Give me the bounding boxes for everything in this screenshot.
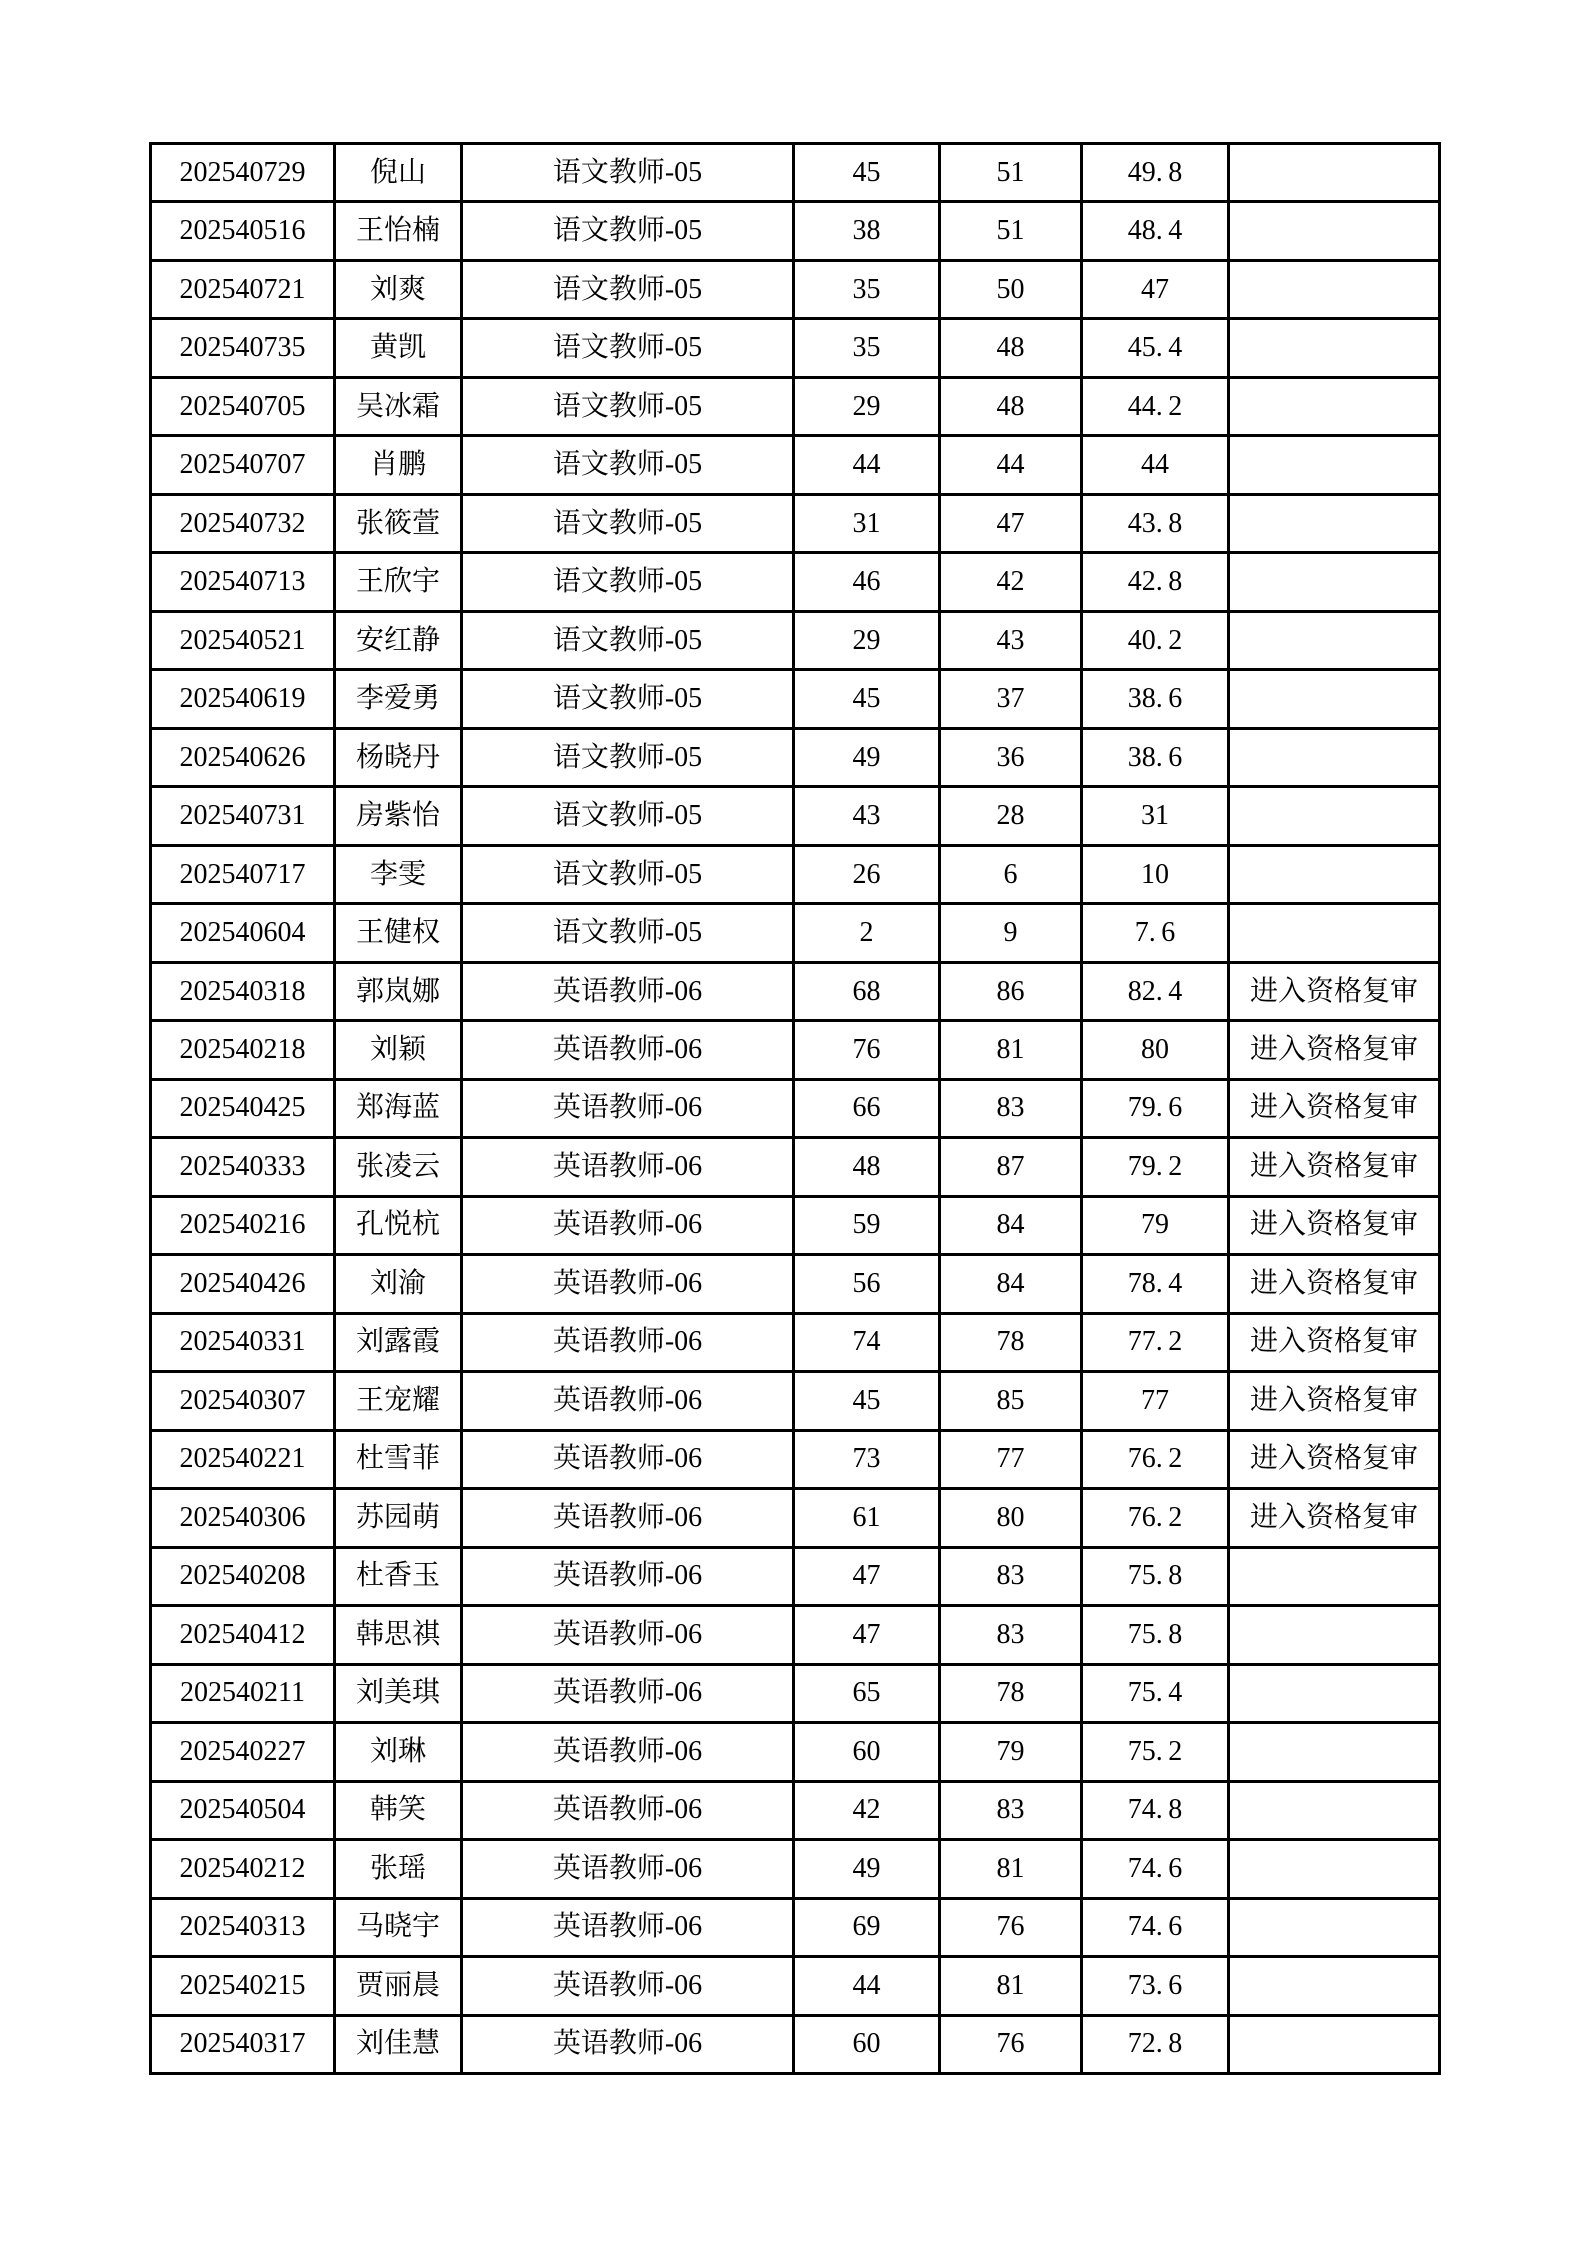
cell-name: 杨晓丹 bbox=[335, 728, 462, 786]
cell-score-1: 48 bbox=[794, 1138, 940, 1196]
cell-name: 刘美琪 bbox=[335, 1664, 462, 1722]
cell-score-1: 44 bbox=[794, 436, 940, 494]
cell-final-score: 43. 8 bbox=[1082, 494, 1229, 552]
table-row bbox=[151, 1489, 1440, 1547]
cell-status: 进入资格复审 bbox=[1229, 1021, 1440, 1079]
cell-name: 王怡楠 bbox=[335, 202, 462, 260]
cell-status bbox=[1229, 2015, 1440, 2074]
cell-name: 韩笑 bbox=[335, 1781, 462, 1839]
cell-final-score: 76. 2 bbox=[1082, 1489, 1229, 1547]
cell-exam-id: 202540331 bbox=[151, 1313, 335, 1371]
cell-position: 语文教师-05 bbox=[462, 728, 794, 786]
table-row bbox=[151, 202, 1440, 260]
cell-status bbox=[1229, 670, 1440, 728]
cell-score-1: 60 bbox=[794, 1723, 940, 1781]
cell-final-score: 75. 2 bbox=[1082, 1723, 1229, 1781]
cell-score-1: 45 bbox=[794, 670, 940, 728]
cell-score-1: 38 bbox=[794, 202, 940, 260]
cell-score-2: 83 bbox=[940, 1079, 1082, 1137]
cell-final-score: 31 bbox=[1082, 787, 1229, 845]
cell-score-2: 84 bbox=[940, 1255, 1082, 1313]
table-row bbox=[151, 1138, 1440, 1196]
cell-score-2: 28 bbox=[940, 787, 1082, 845]
cell-status bbox=[1229, 845, 1440, 903]
cell-score-1: 46 bbox=[794, 553, 940, 611]
cell-position: 英语教师-06 bbox=[462, 1781, 794, 1839]
cell-final-score: 75. 8 bbox=[1082, 1547, 1229, 1605]
cell-score-1: 66 bbox=[794, 1079, 940, 1137]
cell-score-2: 76 bbox=[940, 2015, 1082, 2074]
cell-status bbox=[1229, 1957, 1440, 2015]
cell-status bbox=[1229, 436, 1440, 494]
cell-final-score: 74. 6 bbox=[1082, 1898, 1229, 1956]
cell-status: 进入资格复审 bbox=[1229, 962, 1440, 1020]
cell-exam-id: 202540729 bbox=[151, 144, 335, 202]
table-row bbox=[151, 1313, 1440, 1371]
cell-score-1: 26 bbox=[794, 845, 940, 903]
cell-score-2: 77 bbox=[940, 1430, 1082, 1488]
cell-exam-id: 202540521 bbox=[151, 611, 335, 669]
cell-final-score: 38. 6 bbox=[1082, 728, 1229, 786]
cell-name: 安红静 bbox=[335, 611, 462, 669]
cell-score-1: 45 bbox=[794, 1372, 940, 1430]
cell-final-score: 49. 8 bbox=[1082, 144, 1229, 202]
cell-name: 张瑶 bbox=[335, 1840, 462, 1898]
cell-score-2: 51 bbox=[940, 144, 1082, 202]
cell-score-2: 50 bbox=[940, 260, 1082, 318]
cell-status: 进入资格复审 bbox=[1229, 1372, 1440, 1430]
table-row bbox=[151, 144, 1440, 202]
cell-position: 英语教师-06 bbox=[462, 1547, 794, 1605]
cell-score-2: 9 bbox=[940, 904, 1082, 962]
cell-name: 苏园萌 bbox=[335, 1489, 462, 1547]
table-row bbox=[151, 494, 1440, 552]
cell-position: 语文教师-05 bbox=[462, 670, 794, 728]
cell-score-1: 60 bbox=[794, 2015, 940, 2074]
cell-score-1: 76 bbox=[794, 1021, 940, 1079]
cell-name: 王宠耀 bbox=[335, 1372, 462, 1430]
cell-final-score: 7. 6 bbox=[1082, 904, 1229, 962]
cell-position: 语文教师-05 bbox=[462, 377, 794, 435]
cell-name: 王健权 bbox=[335, 904, 462, 962]
cell-score-2: 84 bbox=[940, 1196, 1082, 1254]
cell-exam-id: 202540626 bbox=[151, 728, 335, 786]
cell-score-2: 76 bbox=[940, 1898, 1082, 1956]
cell-name: 刘渝 bbox=[335, 1255, 462, 1313]
cell-exam-id: 202540317 bbox=[151, 2015, 335, 2074]
cell-score-2: 43 bbox=[940, 611, 1082, 669]
cell-position: 英语教师-06 bbox=[462, 1723, 794, 1781]
cell-score-1: 29 bbox=[794, 611, 940, 669]
table-row bbox=[151, 787, 1440, 845]
cell-name: 张凌云 bbox=[335, 1138, 462, 1196]
cell-position: 英语教师-06 bbox=[462, 1313, 794, 1371]
cell-score-2: 81 bbox=[940, 1840, 1082, 1898]
cell-name: 贾丽晨 bbox=[335, 1957, 462, 2015]
cell-score-2: 80 bbox=[940, 1489, 1082, 1547]
cell-status bbox=[1229, 904, 1440, 962]
cell-score-1: 29 bbox=[794, 377, 940, 435]
table-row bbox=[151, 1840, 1440, 1898]
cell-exam-id: 202540215 bbox=[151, 1957, 335, 2015]
cell-score-1: 47 bbox=[794, 1547, 940, 1605]
cell-final-score: 78. 4 bbox=[1082, 1255, 1229, 1313]
table-row bbox=[151, 1606, 1440, 1664]
cell-status bbox=[1229, 202, 1440, 260]
cell-status bbox=[1229, 728, 1440, 786]
cell-final-score: 77. 2 bbox=[1082, 1313, 1229, 1371]
cell-name: 杜香玉 bbox=[335, 1547, 462, 1605]
table-row bbox=[151, 377, 1440, 435]
cell-exam-id: 202540307 bbox=[151, 1372, 335, 1430]
table-row bbox=[151, 1021, 1440, 1079]
cell-score-1: 61 bbox=[794, 1489, 940, 1547]
cell-exam-id: 202540318 bbox=[151, 962, 335, 1020]
cell-score-1: 44 bbox=[794, 1957, 940, 2015]
cell-final-score: 77 bbox=[1082, 1372, 1229, 1430]
cell-exam-id: 202540731 bbox=[151, 787, 335, 845]
cell-score-2: 78 bbox=[940, 1313, 1082, 1371]
cell-position: 语文教师-05 bbox=[462, 904, 794, 962]
cell-status bbox=[1229, 1840, 1440, 1898]
cell-status bbox=[1229, 1606, 1440, 1664]
cell-name: 黄凯 bbox=[335, 319, 462, 377]
cell-score-1: 49 bbox=[794, 728, 940, 786]
cell-exam-id: 202540732 bbox=[151, 494, 335, 552]
cell-name: 李爱勇 bbox=[335, 670, 462, 728]
table-row bbox=[151, 1547, 1440, 1605]
cell-final-score: 40. 2 bbox=[1082, 611, 1229, 669]
cell-score-2: 85 bbox=[940, 1372, 1082, 1430]
cell-score-1: 42 bbox=[794, 1781, 940, 1839]
cell-score-1: 65 bbox=[794, 1664, 940, 1722]
cell-score-2: 83 bbox=[940, 1606, 1082, 1664]
table-row bbox=[151, 1372, 1440, 1430]
cell-name: 王欣宇 bbox=[335, 553, 462, 611]
cell-exam-id: 202540333 bbox=[151, 1138, 335, 1196]
cell-score-1: 59 bbox=[794, 1196, 940, 1254]
cell-exam-id: 202540216 bbox=[151, 1196, 335, 1254]
cell-exam-id: 202540313 bbox=[151, 1898, 335, 1956]
cell-final-score: 42. 8 bbox=[1082, 553, 1229, 611]
cell-score-2: 6 bbox=[940, 845, 1082, 903]
cell-exam-id: 202540425 bbox=[151, 1079, 335, 1137]
cell-position: 英语教师-06 bbox=[462, 1606, 794, 1664]
cell-status: 进入资格复审 bbox=[1229, 1079, 1440, 1137]
cell-final-score: 74. 8 bbox=[1082, 1781, 1229, 1839]
cell-exam-id: 202540721 bbox=[151, 260, 335, 318]
cell-position: 英语教师-06 bbox=[462, 1021, 794, 1079]
cell-exam-id: 202540208 bbox=[151, 1547, 335, 1605]
table-row bbox=[151, 1957, 1440, 2015]
cell-position: 英语教师-06 bbox=[462, 1079, 794, 1137]
cell-final-score: 72. 8 bbox=[1082, 2015, 1229, 2074]
cell-score-1: 49 bbox=[794, 1840, 940, 1898]
cell-score-2: 48 bbox=[940, 319, 1082, 377]
cell-final-score: 44 bbox=[1082, 436, 1229, 494]
cell-score-2: 87 bbox=[940, 1138, 1082, 1196]
cell-status: 进入资格复审 bbox=[1229, 1313, 1440, 1371]
cell-score-2: 47 bbox=[940, 494, 1082, 552]
cell-position: 英语教师-06 bbox=[462, 1372, 794, 1430]
table-row bbox=[151, 260, 1440, 318]
cell-final-score: 80 bbox=[1082, 1021, 1229, 1079]
cell-exam-id: 202540717 bbox=[151, 845, 335, 903]
cell-score-1: 45 bbox=[794, 144, 940, 202]
table-row bbox=[151, 1664, 1440, 1722]
cell-exam-id: 202540426 bbox=[151, 1255, 335, 1313]
cell-exam-id: 202540707 bbox=[151, 436, 335, 494]
cell-final-score: 76. 2 bbox=[1082, 1430, 1229, 1488]
cell-status: 进入资格复审 bbox=[1229, 1430, 1440, 1488]
cell-exam-id: 202540227 bbox=[151, 1723, 335, 1781]
cell-name: 李雯 bbox=[335, 845, 462, 903]
cell-name: 房紫怡 bbox=[335, 787, 462, 845]
cell-name: 倪山 bbox=[335, 144, 462, 202]
cell-final-score: 10 bbox=[1082, 845, 1229, 903]
cell-final-score: 45. 4 bbox=[1082, 319, 1229, 377]
cell-name: 张筱萱 bbox=[335, 494, 462, 552]
cell-name: 孔悦杭 bbox=[335, 1196, 462, 1254]
table-row bbox=[151, 728, 1440, 786]
cell-position: 英语教师-06 bbox=[462, 1840, 794, 1898]
cell-score-1: 43 bbox=[794, 787, 940, 845]
cell-final-score: 48. 4 bbox=[1082, 202, 1229, 260]
cell-name: 刘佳慧 bbox=[335, 2015, 462, 2074]
table-row bbox=[151, 1723, 1440, 1781]
cell-name: 刘爽 bbox=[335, 260, 462, 318]
cell-exam-id: 202540619 bbox=[151, 670, 335, 728]
cell-final-score: 75. 4 bbox=[1082, 1664, 1229, 1722]
cell-score-2: 86 bbox=[940, 962, 1082, 1020]
cell-exam-id: 202540735 bbox=[151, 319, 335, 377]
cell-position: 语文教师-05 bbox=[462, 202, 794, 260]
table-row bbox=[151, 1079, 1440, 1137]
cell-name: 肖鹏 bbox=[335, 436, 462, 494]
cell-status bbox=[1229, 1664, 1440, 1722]
cell-final-score: 38. 6 bbox=[1082, 670, 1229, 728]
cell-position: 语文教师-05 bbox=[462, 494, 794, 552]
cell-position: 英语教师-06 bbox=[462, 1489, 794, 1547]
cell-exam-id: 202540713 bbox=[151, 553, 335, 611]
cell-position: 英语教师-06 bbox=[462, 1255, 794, 1313]
cell-position: 语文教师-05 bbox=[462, 260, 794, 318]
table-row bbox=[151, 670, 1440, 728]
cell-name: 郑海蓝 bbox=[335, 1079, 462, 1137]
cell-score-1: 35 bbox=[794, 319, 940, 377]
cell-name: 刘露霞 bbox=[335, 1313, 462, 1371]
cell-exam-id: 202540306 bbox=[151, 1489, 335, 1547]
cell-status bbox=[1229, 494, 1440, 552]
cell-status bbox=[1229, 1898, 1440, 1956]
cell-position: 英语教师-06 bbox=[462, 962, 794, 1020]
cell-exam-id: 202540211 bbox=[151, 1664, 335, 1722]
cell-position: 英语教师-06 bbox=[462, 1138, 794, 1196]
table-row bbox=[151, 2015, 1440, 2074]
cell-position: 语文教师-05 bbox=[462, 611, 794, 669]
cell-score-2: 78 bbox=[940, 1664, 1082, 1722]
cell-score-2: 81 bbox=[940, 1957, 1082, 2015]
cell-status bbox=[1229, 144, 1440, 202]
cell-score-2: 48 bbox=[940, 377, 1082, 435]
cell-score-1: 69 bbox=[794, 1898, 940, 1956]
cell-score-1: 74 bbox=[794, 1313, 940, 1371]
cell-position: 语文教师-05 bbox=[462, 553, 794, 611]
cell-score-1: 73 bbox=[794, 1430, 940, 1488]
table-row bbox=[151, 962, 1440, 1020]
cell-score-1: 35 bbox=[794, 260, 940, 318]
cell-exam-id: 202540218 bbox=[151, 1021, 335, 1079]
cell-score-2: 83 bbox=[940, 1781, 1082, 1839]
cell-final-score: 75. 8 bbox=[1082, 1606, 1229, 1664]
cell-status bbox=[1229, 1781, 1440, 1839]
cell-score-2: 79 bbox=[940, 1723, 1082, 1781]
cell-score-2: 44 bbox=[940, 436, 1082, 494]
cell-position: 语文教师-05 bbox=[462, 319, 794, 377]
results-table bbox=[149, 142, 1441, 2075]
table-row bbox=[151, 904, 1440, 962]
cell-position: 英语教师-06 bbox=[462, 1196, 794, 1254]
cell-score-2: 83 bbox=[940, 1547, 1082, 1605]
cell-score-1: 56 bbox=[794, 1255, 940, 1313]
cell-status bbox=[1229, 377, 1440, 435]
cell-score-2: 37 bbox=[940, 670, 1082, 728]
table-row bbox=[151, 1898, 1440, 1956]
cell-score-2: 51 bbox=[940, 202, 1082, 260]
cell-exam-id: 202540705 bbox=[151, 377, 335, 435]
cell-status bbox=[1229, 787, 1440, 845]
cell-final-score: 79. 2 bbox=[1082, 1138, 1229, 1196]
cell-name: 郭岚娜 bbox=[335, 962, 462, 1020]
cell-status bbox=[1229, 319, 1440, 377]
cell-final-score: 79 bbox=[1082, 1196, 1229, 1254]
cell-score-1: 31 bbox=[794, 494, 940, 552]
cell-final-score: 44. 2 bbox=[1082, 377, 1229, 435]
cell-position: 英语教师-06 bbox=[462, 2015, 794, 2074]
cell-score-1: 68 bbox=[794, 962, 940, 1020]
cell-position: 语文教师-05 bbox=[462, 787, 794, 845]
cell-position: 语文教师-05 bbox=[462, 436, 794, 494]
cell-score-2: 81 bbox=[940, 1021, 1082, 1079]
cell-status bbox=[1229, 1723, 1440, 1781]
cell-score-2: 42 bbox=[940, 553, 1082, 611]
cell-status: 进入资格复审 bbox=[1229, 1196, 1440, 1254]
results-table-body bbox=[151, 144, 1440, 2074]
table-row bbox=[151, 436, 1440, 494]
cell-position: 英语教师-06 bbox=[462, 1430, 794, 1488]
cell-position: 语文教师-05 bbox=[462, 144, 794, 202]
cell-score-2: 36 bbox=[940, 728, 1082, 786]
cell-status bbox=[1229, 553, 1440, 611]
cell-position: 英语教师-06 bbox=[462, 1664, 794, 1722]
table-row bbox=[151, 1255, 1440, 1313]
cell-exam-id: 202540412 bbox=[151, 1606, 335, 1664]
table-row bbox=[151, 319, 1440, 377]
cell-exam-id: 202540212 bbox=[151, 1840, 335, 1898]
cell-name: 韩思祺 bbox=[335, 1606, 462, 1664]
cell-name: 杜雪菲 bbox=[335, 1430, 462, 1488]
cell-score-1: 2 bbox=[794, 904, 940, 962]
cell-status bbox=[1229, 260, 1440, 318]
cell-final-score: 74. 6 bbox=[1082, 1840, 1229, 1898]
cell-exam-id: 202540516 bbox=[151, 202, 335, 260]
cell-name: 刘琳 bbox=[335, 1723, 462, 1781]
cell-final-score: 73. 6 bbox=[1082, 1957, 1229, 2015]
cell-final-score: 47 bbox=[1082, 260, 1229, 318]
cell-position: 英语教师-06 bbox=[462, 1957, 794, 2015]
cell-position: 英语教师-06 bbox=[462, 1898, 794, 1956]
cell-status bbox=[1229, 611, 1440, 669]
cell-name: 吴冰霜 bbox=[335, 377, 462, 435]
cell-position: 语文教师-05 bbox=[462, 845, 794, 903]
cell-status bbox=[1229, 1547, 1440, 1605]
cell-exam-id: 202540221 bbox=[151, 1430, 335, 1488]
table-row bbox=[151, 1781, 1440, 1839]
cell-final-score: 82. 4 bbox=[1082, 962, 1229, 1020]
table-row bbox=[151, 1430, 1440, 1488]
cell-score-1: 47 bbox=[794, 1606, 940, 1664]
cell-status: 进入资格复审 bbox=[1229, 1489, 1440, 1547]
table-row bbox=[151, 845, 1440, 903]
cell-status: 进入资格复审 bbox=[1229, 1138, 1440, 1196]
cell-name: 马晓宇 bbox=[335, 1898, 462, 1956]
table-row bbox=[151, 553, 1440, 611]
cell-name: 刘颖 bbox=[335, 1021, 462, 1079]
cell-final-score: 79. 6 bbox=[1082, 1079, 1229, 1137]
cell-exam-id: 202540604 bbox=[151, 904, 335, 962]
cell-exam-id: 202540504 bbox=[151, 1781, 335, 1839]
table-row bbox=[151, 611, 1440, 669]
table-row bbox=[151, 1196, 1440, 1254]
cell-status: 进入资格复审 bbox=[1229, 1255, 1440, 1313]
